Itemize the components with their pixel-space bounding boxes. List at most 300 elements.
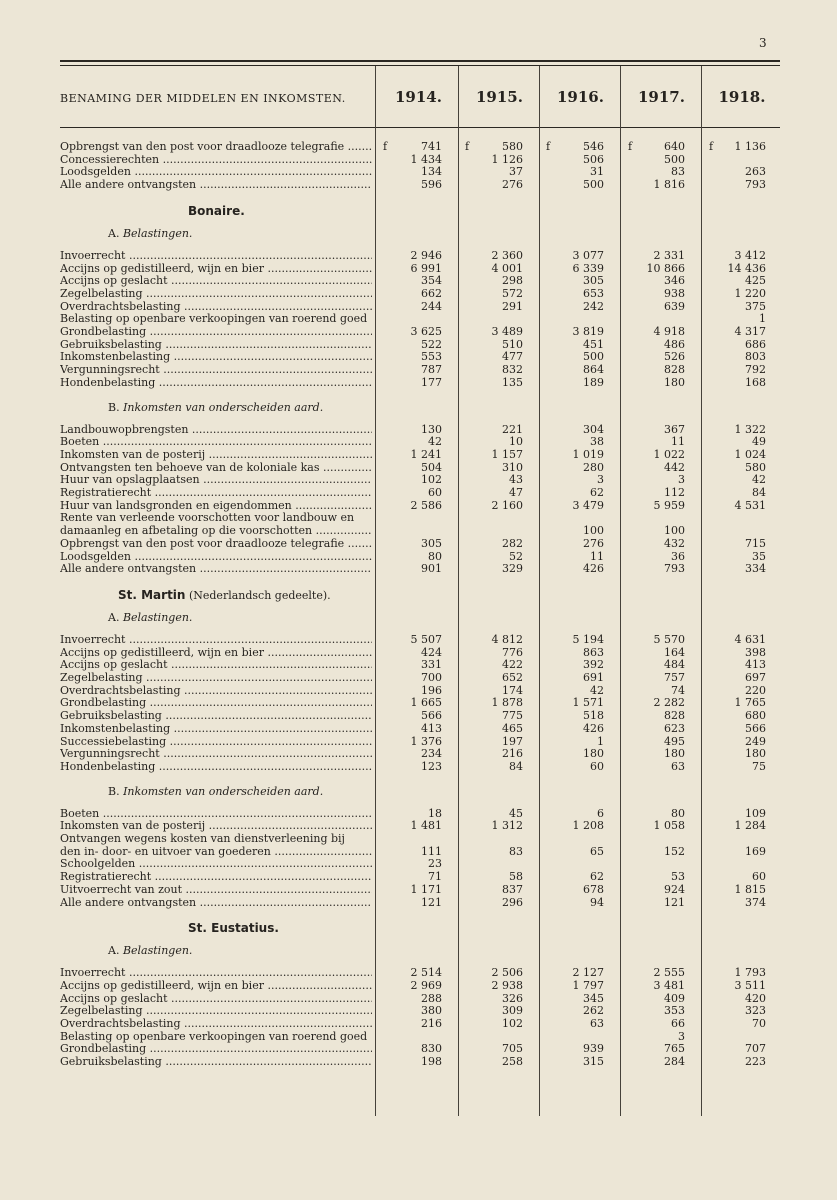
- row-label: Successiebelasting .....: [60, 736, 372, 749]
- row-value-1914: 566: [421, 709, 442, 723]
- row-value-1914: 1 481: [410, 819, 442, 833]
- table-row: [0, 551, 837, 564]
- row-value-1914: 596: [421, 178, 442, 192]
- row-value-1917: 409: [664, 991, 685, 1005]
- row-value-1914: 102: [421, 473, 442, 487]
- row-value-1918: 180: [745, 747, 766, 761]
- row-value-1915: 298: [502, 274, 523, 288]
- subsection-heading: [108, 944, 192, 957]
- row-value-1918: 420: [745, 991, 766, 1005]
- row-value-1918: 1 815: [734, 882, 766, 896]
- row-value-1915: 84: [509, 759, 523, 773]
- row-value-1916: 62: [590, 486, 604, 499]
- row-value-1917: 3: [678, 473, 685, 487]
- row-value-1916: 345: [583, 991, 604, 1005]
- table-row: [0, 1056, 837, 1069]
- row-label: Zegelbelasting .....: [60, 1005, 372, 1018]
- row-value-1916: 262: [583, 1004, 604, 1018]
- row-value-1914: 424: [421, 645, 442, 659]
- row-value-1916: 94: [590, 895, 604, 909]
- row-value-1915: 135: [502, 375, 523, 389]
- row-value-1916: 180: [583, 747, 604, 761]
- row-value-1918: 249: [745, 734, 766, 748]
- row-value-1915: 3 489: [491, 325, 523, 338]
- row-label: Alle andere ontvangsten .....: [60, 897, 372, 910]
- table-row: [0, 288, 837, 301]
- row-value-1917: 10 866: [646, 261, 685, 275]
- row-label: Registratierecht .....: [60, 487, 372, 500]
- row-value-1916: 242: [583, 299, 604, 313]
- row-value-1916: 939: [583, 1042, 604, 1056]
- row-value-1917: 66: [671, 1017, 685, 1030]
- row-value-1917: 442: [664, 460, 685, 474]
- year-header-1915: 1915.: [476, 88, 523, 106]
- row-value-1914: 5 507: [410, 632, 442, 646]
- row-value-1915: 174: [502, 683, 523, 697]
- row-value-1917: 828: [664, 363, 685, 377]
- row-value-1914: 216: [421, 1017, 442, 1030]
- row-value-1914: 1 665: [410, 696, 442, 710]
- row-value-1914: 23: [428, 857, 442, 871]
- top-rule-thin: [60, 65, 780, 66]
- row-value-1917: 486: [664, 337, 685, 351]
- row-value-1915: 258: [502, 1055, 523, 1069]
- row-value-1918: 323: [745, 1004, 766, 1018]
- row-value-1916: 864: [583, 363, 604, 377]
- row-label: Vergunningsrecht .....: [60, 364, 372, 377]
- row-label: Vergunningsrecht .....: [60, 748, 372, 761]
- row-label: Zegelbelasting .....: [60, 288, 372, 301]
- row-value-1914: 123: [421, 759, 442, 773]
- row-value-1918: 1 136: [734, 140, 766, 153]
- row-value-1917: 121: [664, 895, 685, 909]
- row-value-1914: 196: [421, 683, 442, 697]
- row-value-1915: 326: [502, 991, 523, 1005]
- row-label: Grondbelasting .....: [60, 697, 372, 710]
- row-value-1914: 134: [421, 165, 442, 179]
- row-value-1914: 2 946: [410, 248, 442, 262]
- table-row: [0, 154, 837, 167]
- row-value-1915: 832: [502, 363, 523, 377]
- row-value-1918: 168: [745, 375, 766, 389]
- row-value-1914: 553: [421, 350, 442, 364]
- row-value-1914: 413: [421, 721, 442, 735]
- row-label: Belasting op openbare verkoopingen van roerend goed: [60, 313, 368, 326]
- row-value-1914: 522: [421, 337, 442, 351]
- row-value-1918: 1 322: [734, 422, 766, 436]
- row-value-1918: 792: [745, 363, 766, 377]
- row-value-1915: 37: [509, 165, 523, 179]
- subsection-letter: A.: [108, 226, 123, 240]
- row-value-1917: 495: [664, 734, 685, 748]
- row-value-1916: 3 077: [572, 248, 604, 262]
- table-row: [0, 672, 837, 685]
- row-label: Registratierecht .....: [60, 871, 372, 884]
- row-value-1915: 2 506: [491, 966, 523, 980]
- subsection-title: Belastingen.: [122, 610, 193, 624]
- row-value-1914: 1 434: [410, 152, 442, 166]
- row-value-1915: 58: [509, 870, 523, 884]
- column-divider: [458, 66, 459, 1116]
- table-row: [0, 833, 837, 846]
- row-value-1916: 500: [583, 350, 604, 364]
- row-value-1916: 546: [583, 140, 604, 153]
- row-value-1914: 71: [428, 870, 442, 884]
- row-value-1916: 60: [590, 759, 604, 773]
- row-value-1915: 197: [502, 734, 523, 748]
- table-row: [0, 634, 837, 647]
- island-name: St. Martin: [118, 587, 186, 602]
- subsection-letter: A.: [108, 944, 123, 958]
- row-value-1914: 177: [421, 375, 442, 389]
- row-value-1918: 1 793: [734, 966, 766, 980]
- table-row: [0, 250, 837, 263]
- row-value-1917: 640: [664, 140, 685, 153]
- row-value-1915: 282: [502, 536, 523, 550]
- row-label: Hondenbelasting .....: [60, 761, 372, 774]
- row-label: Uitvoerrecht van zout .....: [60, 884, 372, 897]
- row-value-1916: 3 479: [572, 498, 604, 512]
- table-row: [0, 846, 837, 859]
- row-value-1915: 309: [502, 1004, 523, 1018]
- row-value-1915: 291: [502, 299, 523, 313]
- row-value-1914: 80: [428, 549, 442, 563]
- row-value-1917: 500: [664, 152, 685, 166]
- row-value-1914: 288: [421, 991, 442, 1005]
- table-row: [0, 710, 837, 723]
- row-label: Belasting op openbare verkoopingen van roerend goed: [60, 1030, 368, 1043]
- row-value-1914: 741: [421, 140, 442, 153]
- row-value-1914: 354: [421, 274, 442, 288]
- row-value-1917: 112: [664, 486, 685, 499]
- row-value-1915: 2 360: [491, 248, 523, 262]
- table-row: [0, 858, 837, 871]
- row-label: Loodsgelden .....: [60, 166, 372, 179]
- row-value-1915: 1 878: [491, 696, 523, 710]
- row-value-1915: 2 160: [491, 498, 523, 512]
- row-value-1916: 31: [590, 165, 604, 179]
- row-value-1918: 42: [752, 473, 766, 487]
- row-value-1914: 198: [421, 1055, 442, 1069]
- row-label: den in- door- en uitvoer van goederen .....: [60, 846, 372, 859]
- row-value-1914: 2 586: [410, 498, 442, 512]
- subsection-heading: [108, 401, 323, 414]
- row-value-1915: 422: [502, 658, 523, 672]
- row-value-1915: 2 938: [491, 978, 523, 992]
- table-row: [0, 723, 837, 736]
- row-value-1916: 6: [597, 806, 604, 820]
- row-value-1918: 3 511: [734, 978, 766, 992]
- row-value-1917: 3: [678, 1029, 685, 1043]
- row-value-1914: 130: [421, 422, 442, 436]
- row-label: Zegelbelasting .....: [60, 672, 372, 685]
- table-row: [0, 980, 837, 993]
- column-divider: [539, 66, 540, 1116]
- year-header-1916: 1916.: [557, 88, 604, 106]
- row-label: Gebruiksbelasting .....: [60, 710, 372, 723]
- row-value-1916: 38: [590, 435, 604, 449]
- row-label: Ontvangen wegens kosten van dienstverleening bij: [60, 833, 345, 845]
- row-value-1916: 3 819: [572, 325, 604, 338]
- row-value-1916: 1: [597, 734, 604, 748]
- row-value-1914: 42: [428, 435, 442, 449]
- table-row: [0, 697, 837, 710]
- row-value-1916: 6 339: [572, 261, 604, 275]
- table-row: [0, 326, 837, 339]
- row-value-1918: 3 412: [734, 248, 766, 262]
- row-value-1917: 63: [671, 759, 685, 773]
- row-value-1917: 353: [664, 1004, 685, 1018]
- row-value-1918: 1 024: [734, 447, 766, 461]
- row-label: Overdrachtsbelasting .....: [60, 685, 372, 698]
- table-row: [0, 525, 837, 538]
- row-value-1915: 310: [502, 460, 523, 474]
- table-row: [0, 351, 837, 364]
- row-value-1915: 102: [502, 1017, 523, 1030]
- section-heading: [118, 588, 331, 602]
- row-value-1917: 1 058: [653, 819, 685, 833]
- row-value-1917: 367: [664, 422, 685, 436]
- table-row: [0, 263, 837, 276]
- row-value-1915: 47: [509, 486, 523, 499]
- row-value-1917: 152: [664, 844, 685, 858]
- row-value-1915: 775: [502, 709, 523, 723]
- row-value-1916: 100: [583, 524, 604, 538]
- row-label: Alle andere ontvangsten .....: [60, 563, 372, 576]
- row-value-1915: 296: [502, 895, 523, 909]
- row-value-1916: 304: [583, 422, 604, 436]
- subsection-title: Inkomsten van onderscheiden aard.: [123, 400, 324, 414]
- row-value-1914: 111: [421, 844, 442, 858]
- row-label: Grondbelasting .....: [60, 1043, 372, 1056]
- row-value-1916: 5 194: [572, 632, 604, 646]
- table-row: [0, 748, 837, 761]
- row-label: Accijns op geslacht .....: [60, 659, 372, 672]
- row-value-1918: 84: [752, 486, 766, 499]
- row-value-1916: 62: [590, 870, 604, 884]
- row-label: Rente van verleende voorschotten voor landbouw en: [60, 512, 355, 525]
- row-value-1915: 329: [502, 562, 523, 576]
- table-row: [0, 166, 837, 179]
- row-value-1917: 484: [664, 658, 685, 672]
- row-value-1914: 380: [421, 1004, 442, 1018]
- row-label: Accijns op geslacht .....: [60, 993, 372, 1006]
- table-row: [0, 884, 837, 897]
- row-label: Huur van opslagplaatsen .....: [60, 474, 372, 487]
- row-value-1914: 6 991: [410, 261, 442, 275]
- row-value-1918: 1: [759, 312, 766, 326]
- row-value-1918: 425: [745, 274, 766, 288]
- row-value-1915: 83: [509, 844, 523, 858]
- subsection-heading: [108, 227, 192, 240]
- row-value-1916: 65: [590, 844, 604, 858]
- row-value-1916: 276: [583, 536, 604, 550]
- row-label: Hondenbelasting .....: [60, 377, 372, 390]
- table-row: [0, 993, 837, 1006]
- table-row: [0, 275, 837, 288]
- island-name: St. Eustatius.: [188, 921, 279, 936]
- section-heading: [188, 204, 245, 218]
- row-value-1914: 305: [421, 536, 442, 550]
- row-value-1915: 510: [502, 337, 523, 351]
- row-value-1918: 566: [745, 721, 766, 735]
- row-value-1915: 1 126: [491, 152, 523, 166]
- table-row: [0, 377, 837, 390]
- currency-symbol: f: [628, 140, 633, 153]
- column-divider: [375, 66, 376, 1116]
- row-value-1918: 4 531: [734, 498, 766, 512]
- row-value-1915: 705: [502, 1042, 523, 1056]
- table-row: [0, 436, 837, 449]
- row-value-1917: 2 555: [653, 966, 685, 980]
- subsection-letter: B.: [108, 784, 124, 798]
- table-row: [0, 1043, 837, 1056]
- row-value-1917: 5 570: [653, 632, 685, 646]
- row-value-1916: 280: [583, 460, 604, 474]
- row-value-1917: 3 481: [653, 978, 685, 992]
- row-value-1918: 334: [745, 562, 766, 576]
- row-value-1914: 60: [428, 486, 442, 499]
- row-value-1918: 1 765: [734, 696, 766, 710]
- row-label: Invoerrecht .....: [60, 634, 372, 647]
- row-value-1916: 863: [583, 645, 604, 659]
- row-label: Alle andere ontvangsten .....: [60, 179, 372, 192]
- row-value-1916: 2 127: [572, 966, 604, 980]
- row-value-1915: 52: [509, 549, 523, 563]
- row-value-1918: 223: [745, 1055, 766, 1069]
- row-value-1917: 180: [664, 375, 685, 389]
- subsection-heading: [108, 785, 323, 798]
- row-value-1918: 375: [745, 299, 766, 313]
- table-row: [0, 449, 837, 462]
- table-row: [0, 301, 837, 314]
- row-value-1918: 803: [745, 350, 766, 364]
- table-row: [0, 820, 837, 833]
- row-label: Inkomstenbelasting .....: [60, 723, 372, 736]
- table-row: [0, 659, 837, 672]
- row-value-1915: 580: [502, 140, 523, 153]
- row-value-1917: 432: [664, 536, 685, 550]
- table-row: [0, 563, 837, 576]
- row-value-1917: 2 331: [653, 248, 685, 262]
- row-label: Gebruiksbelasting .....: [60, 339, 372, 352]
- row-value-1916: 3: [597, 473, 604, 487]
- header-bottom-rule: [60, 127, 780, 128]
- row-value-1917: 623: [664, 721, 685, 735]
- row-value-1918: 374: [745, 895, 766, 909]
- row-value-1917: 11: [671, 435, 685, 449]
- row-value-1917: 346: [664, 274, 685, 288]
- row-value-1916: 305: [583, 274, 604, 288]
- subsection-letter: A.: [108, 610, 123, 624]
- row-value-1916: 315: [583, 1055, 604, 1069]
- row-value-1916: 506: [583, 152, 604, 166]
- row-value-1915: 10: [509, 435, 523, 449]
- row-value-1915: 465: [502, 721, 523, 735]
- row-value-1917: 828: [664, 709, 685, 723]
- table-row: [0, 1031, 837, 1044]
- row-value-1915: 221: [502, 422, 523, 436]
- table-row: [0, 736, 837, 749]
- row-value-1918: 1 284: [734, 819, 766, 833]
- row-value-1915: 1 312: [491, 819, 523, 833]
- row-value-1917: 80: [671, 806, 685, 820]
- row-value-1915: 43: [509, 473, 523, 487]
- row-value-1916: 1 571: [572, 696, 604, 710]
- table-row: [0, 487, 837, 500]
- row-value-1917: 164: [664, 645, 685, 659]
- row-value-1917: 757: [664, 671, 685, 684]
- row-value-1917: 2 282: [653, 696, 685, 710]
- row-value-1915: 572: [502, 286, 523, 300]
- section-heading: [188, 921, 279, 935]
- row-value-1917: 5 959: [653, 498, 685, 512]
- row-value-1917: 53: [671, 870, 685, 884]
- row-label: Boeten .....: [60, 436, 372, 449]
- subsection-heading: [108, 611, 192, 624]
- row-value-1914: 3 625: [410, 325, 442, 338]
- row-value-1917: 36: [671, 549, 685, 563]
- row-value-1914: 1 376: [410, 734, 442, 748]
- subsection-title: Belastingen.: [122, 944, 193, 958]
- row-label: Accijns op geslacht .....: [60, 275, 372, 288]
- island-suffix: (Nederlandsch gedeelte).: [185, 588, 331, 602]
- row-value-1918: 35: [752, 549, 766, 563]
- row-value-1914: 244: [421, 299, 442, 313]
- row-label: Gebruiksbelasting .....: [60, 1056, 372, 1069]
- row-value-1917: 74: [671, 683, 685, 697]
- row-label: Overdrachtsbelasting .....: [60, 1018, 372, 1031]
- table-row: [0, 538, 837, 551]
- row-value-1915: 776: [502, 645, 523, 659]
- row-value-1918: 75: [752, 759, 766, 773]
- row-value-1916: 42: [590, 683, 604, 697]
- row-label: Concessierechten .....: [60, 154, 372, 167]
- row-value-1917: 284: [664, 1055, 685, 1069]
- row-value-1916: 1 019: [572, 447, 604, 461]
- row-value-1914: 331: [421, 658, 442, 672]
- row-value-1916: 11: [590, 549, 604, 563]
- row-value-1918: 697: [745, 671, 766, 684]
- row-value-1915: 4 001: [491, 261, 523, 275]
- row-label: Accijns op gedistilleerd, wijn en bier .....: [60, 647, 372, 660]
- row-label: Opbrengst van den post voor draadlooze telegrafie .....: [60, 141, 372, 154]
- row-value-1917: 180: [664, 747, 685, 761]
- row-value-1915: 216: [502, 747, 523, 761]
- row-value-1915: 4 812: [491, 632, 523, 646]
- island-name: Bonaire.: [188, 203, 245, 218]
- row-value-1915: 837: [502, 882, 523, 896]
- row-value-1914: 700: [421, 671, 442, 684]
- row-label: Inkomstenbelasting .....: [60, 351, 372, 364]
- row-value-1917: 924: [664, 882, 685, 896]
- table-row: [0, 364, 837, 377]
- row-value-1918: 4 631: [734, 632, 766, 646]
- row-value-1917: 83: [671, 165, 685, 179]
- row-value-1918: 14 436: [727, 261, 766, 275]
- row-label: Overdrachtsbelasting .....: [60, 301, 372, 314]
- currency-symbol: f: [383, 140, 388, 153]
- row-value-1917: 1 022: [653, 447, 685, 461]
- row-value-1918: 263: [745, 165, 766, 179]
- table-row: [0, 897, 837, 910]
- column-header-label: BENAMING DER MIDDELEN EN INKOMSTEN.: [60, 92, 346, 105]
- row-value-1914: 1 241: [410, 447, 442, 461]
- row-value-1914: 18: [428, 806, 442, 820]
- currency-symbol: f: [546, 140, 551, 153]
- row-value-1918: 398: [745, 645, 766, 659]
- row-label: damaanleg en afbetaling op die voorschotten .....: [60, 525, 372, 538]
